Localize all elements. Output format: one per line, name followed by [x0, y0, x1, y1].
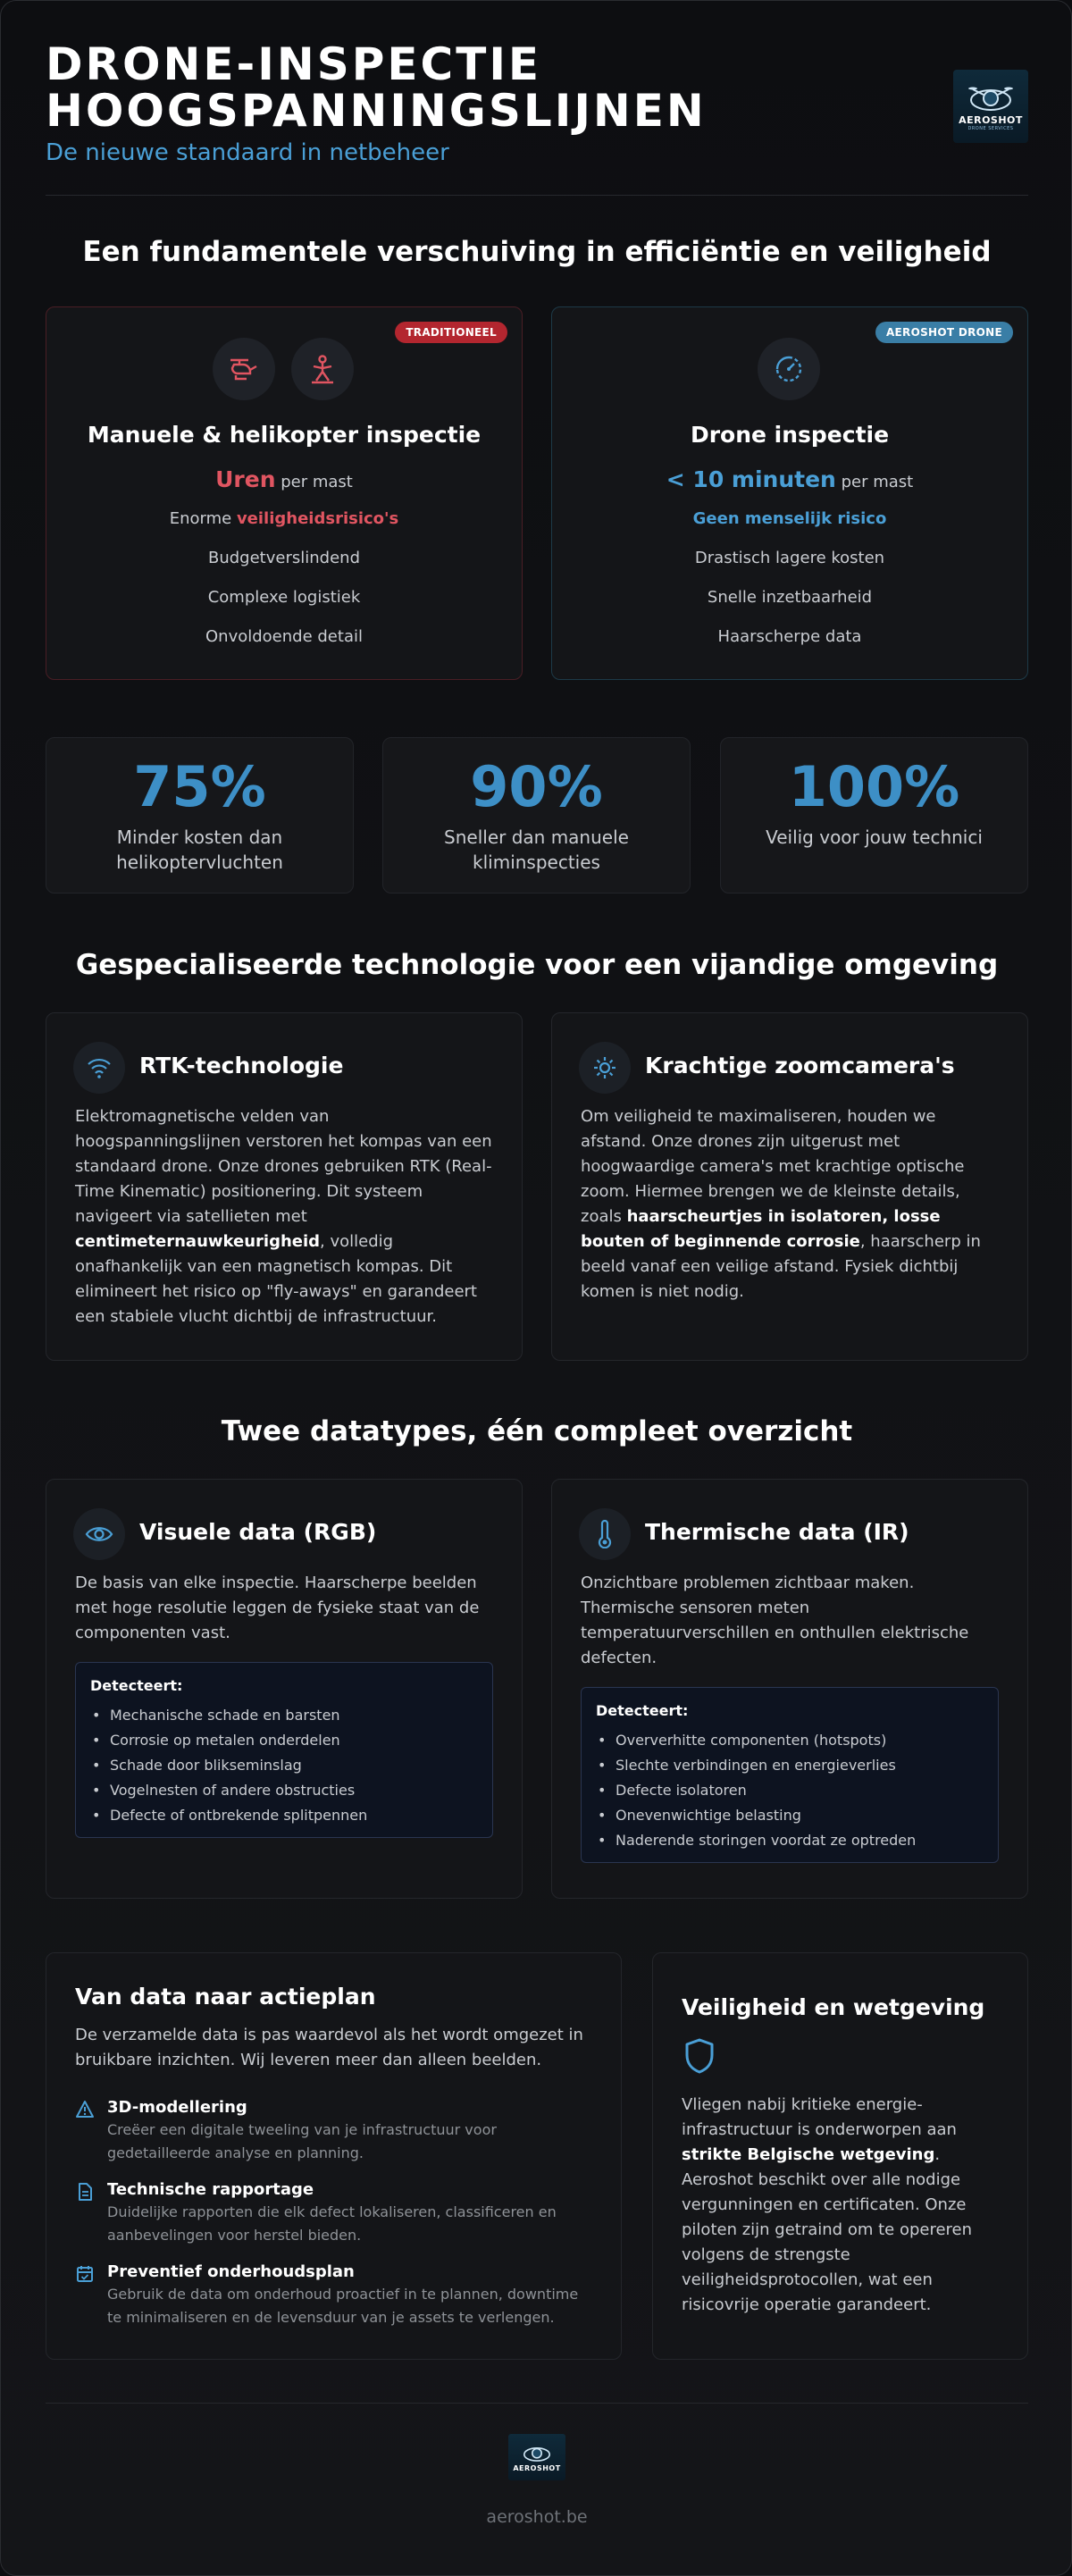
- drone-point: Haarscherpe data: [717, 627, 862, 646]
- zoom-description: [581, 1104, 1002, 1305]
- action-plan-card: [46, 1952, 622, 2360]
- ir-title: Thermische data (IR): [645, 1519, 909, 1545]
- drone-risk-highlight: Geen menselijk risico: [692, 509, 887, 528]
- zoom-text-part: Om veiligheid te maximaliseren, houden we afstand. Onze drones zijn uitgerust met hoogwaardige camera's met krachtige optische zoom. Hiermee brengen we de kleinste details, zoals: [581, 1107, 965, 1226]
- stat-card: [46, 737, 354, 894]
- ir-description: Onzichtbare problemen zichtbaar maken. Thermische sensoren meten temperatuurverschillen en onthullen elektrische defecten.: [581, 1573, 969, 1667]
- list-item: • Corrosie op metalen onderdelen: [90, 1728, 478, 1753]
- safety-card: [652, 1952, 1028, 2360]
- zoom-text-bold: haarscheurtjes in isolatoren, losse bouten of beginnende corrosie: [581, 1207, 941, 1251]
- action-plan-item: [75, 2098, 594, 2165]
- helicopter-icon: [213, 338, 275, 400]
- drone-title: Drone inspectie: [690, 422, 890, 448]
- rgb-title: Visuele data (RGB): [139, 1519, 377, 1545]
- logo-wordmark: AEROSHOT: [959, 113, 1023, 126]
- action-plan-item-desc: Duidelijke rapporten die elk defect lokaliseren, classificeren en aanbevelingen voor herstel bieden.: [107, 2203, 557, 2244]
- safety-text-part: . Aeroshot beschikt over alle nodige vergunningen en certificaten. Onze piloten zijn getraind om te opereren volgens de strengste veiligheidsprotocollen, wat een risicovrije operatie garandeert.: [682, 2145, 973, 2314]
- drone-duration-value: < 10 minuten: [666, 466, 836, 492]
- drone-duration: [552, 466, 1027, 492]
- ir-detect-box: [581, 1687, 999, 1863]
- page-title-line-2: HOOGSPANNINGSLIJNEN: [46, 85, 707, 137]
- traditional-risk: [46, 509, 522, 528]
- traditional-duration: [46, 466, 522, 492]
- drone-point: Snelle inzetbaarheid: [707, 588, 873, 607]
- safety-title: Veiligheid en wetgeving: [682, 1994, 985, 2020]
- rtk-text-part: Elektromagnetische velden van hoogspanningslijnen verstoren het kompas van een standaard drone. Onze drones gebruiken RTK (Real-Time Kinematic) positionering. Dit systeem navigeert via satellieten met: [75, 1107, 492, 1226]
- speedometer-icon: [758, 338, 820, 400]
- action-plan-title: Van data naar actieplan: [75, 1984, 376, 2010]
- rtk-text-bold: centimeternauwkeurigheid: [75, 1232, 321, 1251]
- shift-section-title: Een fundamentele verschuiving in efficiëntie en veiligheid: [82, 236, 992, 268]
- action-plan-intro: De verzamelde data is pas waardevol als het wordt omgezet in bruikbare inzichten. Wij leveren meer dan alleen beelden.: [75, 2026, 583, 2069]
- stat-value: 75%: [133, 754, 266, 819]
- action-plan-item-desc: Gebruik de data om onderhoud proactief in te plannen, downtime te minimaliseren en de levensduur van je assets te verlengen.: [107, 2286, 579, 2326]
- traditional-duration-suffix: per mast: [275, 473, 353, 491]
- rgb-card: [46, 1479, 523, 1899]
- stat-value: 90%: [470, 754, 603, 819]
- rgb-description: De basis van elke inspectie. Haarscherpe beelden met hoge resolutie leggen de fysieke staat van de componenten vast.: [75, 1573, 480, 1642]
- traditional-badge: TRADITIONEEL: [395, 322, 507, 343]
- zoom-card: [551, 1012, 1028, 1361]
- stat-label: Sneller dan manuele kliminspecties: [444, 827, 629, 873]
- list-item: • Defecte isolatoren: [596, 1778, 984, 1803]
- ir-detect-list: [596, 1728, 984, 1853]
- drone-logo-icon: [967, 82, 1014, 113]
- traditional-risk-prefix: Enorme: [169, 509, 237, 528]
- thermometer-icon: [579, 1508, 631, 1560]
- drone-risk: [552, 509, 1027, 528]
- drone-logo-icon: [519, 2443, 555, 2463]
- rtk-card: [46, 1012, 523, 1361]
- traditional-point: Onvoldoende detail: [205, 627, 363, 646]
- stat-value: 100%: [788, 754, 960, 819]
- datatypes-section-title: Twee datatypes, één compleet overzicht: [221, 1415, 853, 1447]
- rgb-detect-list: [90, 1703, 478, 1828]
- traditional-card: [46, 306, 523, 680]
- list-item: • Defecte of ontbrekende splitpennen: [90, 1803, 478, 1828]
- tech-section-title: Gespecialiseerde technologie voor een vijandige omgeving: [75, 949, 999, 981]
- action-plan-item-title: Technische rapportage: [107, 2180, 314, 2199]
- drone-point: Drastisch lagere kosten: [694, 549, 885, 567]
- drone-card: [551, 306, 1028, 680]
- shield-icon: [683, 2037, 716, 2075]
- rtk-text-part: , volledig onafhankelijk van een magnetisch kompas. Dit elimineert het risico op "fly-aways" en garandeert een stabiele vlucht dichtbij de infrastructuur.: [75, 1232, 477, 1326]
- eye-icon: [73, 1508, 125, 1560]
- traditional-title: Manuele & helikopter inspectie: [87, 422, 482, 448]
- traditional-point: Budgetverslindend: [208, 549, 360, 567]
- detect-label: Detecteert:: [90, 1677, 183, 1694]
- rtk-title: RTK-technologie: [139, 1053, 344, 1078]
- detect-label: Detecteert:: [596, 1702, 689, 1719]
- rtk-description: [75, 1104, 497, 1330]
- safety-text-part: Vliegen nabij kritieke energie-infrastructuur is onderworpen aan: [682, 2095, 957, 2139]
- action-plan-item: [75, 2262, 594, 2329]
- action-plan-item-title: Preventief onderhoudsplan: [107, 2262, 355, 2281]
- list-item: • Oververhitte componenten (hotspots): [596, 1728, 984, 1753]
- logo-tagline: DRONE SERVICES: [967, 125, 1014, 131]
- list-item: • Schade door blikseminslag: [90, 1753, 478, 1778]
- header: [46, 38, 1028, 166]
- traditional-risk-highlight: veiligheidsrisico's: [236, 509, 399, 528]
- calendar-check-icon: [75, 2264, 95, 2284]
- header-divider: [46, 195, 1028, 196]
- list-item: • Slechte verbindingen en energieverlies: [596, 1753, 984, 1778]
- footer-url[interactable]: aeroshot.be: [486, 2507, 588, 2527]
- ir-card: [551, 1479, 1028, 1899]
- safety-description: [682, 2093, 1002, 2318]
- list-item: • Mechanische schade en barsten: [90, 1703, 478, 1728]
- climbing-worker-icon: [291, 338, 354, 400]
- action-plan-item: [75, 2180, 594, 2247]
- list-item: • Naderende storingen voordat ze optreden: [596, 1828, 984, 1853]
- stat-label: Veilig voor jouw technici: [766, 827, 983, 848]
- sun-aperture-icon: [579, 1042, 631, 1094]
- zoom-title: Krachtige zoomcamera's: [645, 1053, 955, 1078]
- page-title-line-1: DRONE-INSPECTIE: [46, 38, 542, 90]
- wifi-signal-icon: [73, 1042, 125, 1094]
- footer-logo: [508, 2434, 565, 2480]
- stat-card: [382, 737, 691, 894]
- drone-badge: AEROSHOT DRONE: [875, 322, 1013, 343]
- safety-text-bold: strikte Belgische wetgeving: [682, 2145, 935, 2164]
- warning-triangle-icon: [75, 2100, 95, 2119]
- document-icon: [75, 2182, 95, 2202]
- list-item: • Onevenwichtige belasting: [596, 1803, 984, 1828]
- aeroshot-logo: [953, 70, 1028, 143]
- stat-label: Minder kosten dan helikoptervluchten: [116, 827, 283, 873]
- drone-duration-suffix: per mast: [835, 473, 914, 491]
- traditional-point: Complexe logistiek: [207, 588, 361, 607]
- rgb-detect-box: [75, 1662, 493, 1838]
- list-item: • Vogelnesten of andere obstructies: [90, 1778, 478, 1803]
- action-plan-item-title: 3D-modellering: [107, 2098, 247, 2117]
- page-subtitle: De nieuwe standaard in netbeheer: [46, 139, 449, 166]
- footer-divider: [46, 2403, 1028, 2404]
- footer-logo-wordmark: AEROSHOT: [513, 2463, 561, 2472]
- stat-card: [720, 737, 1028, 894]
- action-plan-item-desc: Creëer een digitale tweeling van je infrastructuur voor gedetailleerde analyse en planning.: [107, 2121, 497, 2161]
- zoom-text-part: , haarscherp in beeld vanaf een veilige afstand. Fysiek dichtbij komen is niet nodig.: [581, 1232, 981, 1301]
- traditional-duration-value: Uren: [215, 466, 276, 492]
